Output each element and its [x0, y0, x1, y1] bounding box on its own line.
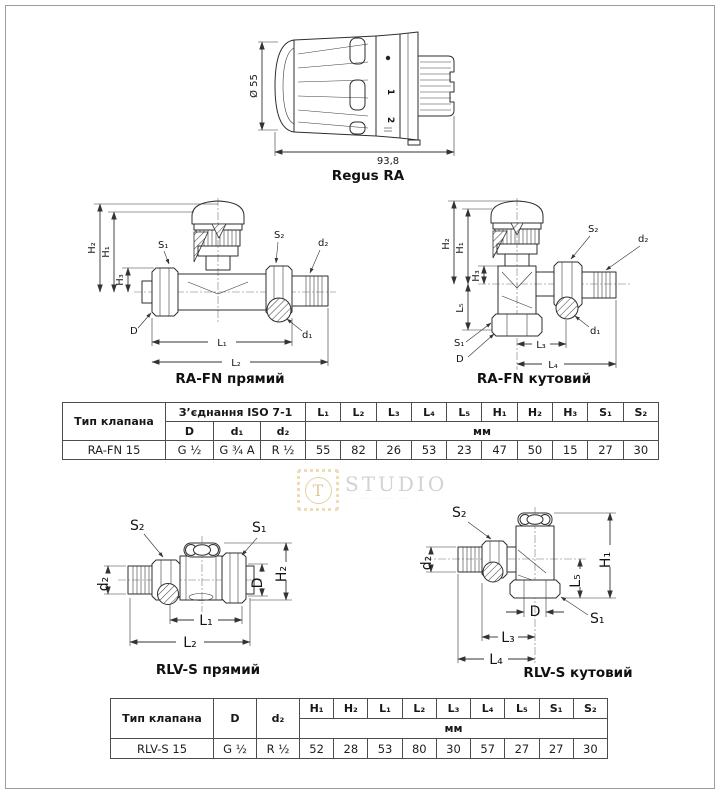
dim-label-l1: L₁ [217, 338, 227, 349]
t1-header-l4: L₄ [411, 403, 446, 422]
t1-cell-l5: 23 [447, 441, 482, 460]
dim-label-h3: H₃ [471, 270, 482, 282]
t1-header-l1: L₁ [306, 403, 341, 422]
watermark-subtext: · ·· ····· ····· ···· ·· [345, 496, 420, 502]
t2-header-type: Тип клапана [111, 699, 214, 739]
t1-unit-header: мм [306, 422, 659, 441]
dim-label-h2: H₂ [274, 565, 290, 583]
knurl-section-circle [158, 584, 179, 605]
dim-label-d2: d₂ [318, 238, 329, 249]
dim-label-h1: H₁ [455, 242, 466, 254]
t2-header-l5: L₅ [505, 699, 539, 719]
t1-header-l3: L₃ [376, 403, 411, 422]
t1-header-h1: H₁ [482, 403, 517, 422]
t2-cell-s2: 30 [573, 739, 607, 759]
ra-fn-straight-drawing [70, 196, 360, 394]
t1-header-s1: S₁ [588, 403, 623, 422]
t1-header-iso-group: З’єднання ISO 7-1 [166, 403, 306, 422]
t1-cell-h3: 15 [553, 441, 588, 460]
dim-label-h2: H₂ [87, 242, 98, 254]
t2-cell-d2: R ½ [257, 739, 300, 759]
valve-body [142, 266, 328, 322]
dim-label-h1: H₁ [598, 551, 614, 569]
t2-data-row [111, 739, 608, 759]
caption-regus-ra: Regus RA [331, 168, 405, 184]
dim-label-s2: S₂ [130, 518, 145, 534]
dim-label-d2: d₂ [96, 576, 112, 592]
t2-cell-type: RLV-S 15 [111, 739, 214, 759]
dim-label-d1: d₁ [590, 326, 601, 337]
dim-label-width: 93,8 [376, 156, 400, 167]
t1-cell-d: G ½ [166, 441, 214, 460]
dim-label-d2: d₂ [638, 234, 649, 245]
dim-label-s2: S₂ [274, 230, 285, 241]
t1-cell-h1: 47 [482, 441, 517, 460]
t1-cell-s1: 27 [588, 441, 623, 460]
t2-cell-s1: 27 [539, 739, 573, 759]
t2-header-h2: H₂ [334, 699, 368, 719]
knurl-section-circle [483, 562, 503, 582]
t1-header-l2: L₂ [341, 403, 376, 422]
t1-subheader-d1: d₁ [214, 422, 261, 441]
t1-data-row [63, 441, 659, 460]
t2-cell-l1: 53 [368, 739, 402, 759]
t2-cell-d: G ½ [214, 739, 257, 759]
dim-label-s1: S₁ [590, 611, 605, 627]
dim-label-h2: H₂ [441, 238, 452, 250]
caption-rlv-s-angle: RLV-S кутовий [523, 665, 633, 681]
dim-label-l2: L₂ [183, 635, 197, 651]
t2-header-l4: L₄ [471, 699, 505, 719]
t2-header-d: D [214, 699, 257, 739]
d1-section-circle [267, 298, 291, 322]
dim-label-l2: L₂ [231, 358, 241, 369]
dim-diameter [248, 42, 278, 130]
ra-fn-angle-drawing [432, 196, 700, 394]
t2-cell-l4: 57 [471, 739, 505, 759]
t2-header-l3: L₃ [436, 699, 470, 719]
dimensions [441, 201, 648, 371]
t1-header-h2: H₂ [517, 403, 552, 422]
t1-cell-s2: 30 [623, 441, 658, 460]
t1-cell-l3: 26 [376, 441, 411, 460]
rlv-s-straight-drawing [92, 498, 312, 688]
dim-label-l4: L₄ [548, 360, 558, 371]
caption-rlv-s-straight: RLV-S прямий [155, 662, 261, 678]
t2-header-h1: H₁ [300, 699, 334, 719]
dim-label-h1: H₁ [101, 246, 112, 258]
valve-body [128, 543, 254, 605]
rlv-s-angle-drawing [418, 495, 648, 690]
t2-header-s1: S₁ [539, 699, 573, 719]
t2-header-l2: L₂ [402, 699, 436, 719]
dim-label-d: D [130, 326, 138, 337]
watermark-name: STUDIO [345, 472, 448, 496]
t1-header-s2: S₂ [623, 403, 658, 422]
knurl-lines [420, 62, 451, 110]
dim-label-s1: S₁ [454, 338, 465, 349]
dim-label-s1: S₁ [158, 240, 169, 251]
t2-unit-header: мм [300, 719, 608, 739]
dim-label-s2: S₂ [588, 224, 599, 235]
t2-header-l1: L₁ [368, 699, 402, 719]
t1-cell-l1: 55 [306, 441, 341, 460]
t2-cell-l2: 80 [402, 739, 436, 759]
t1-cell-l4: 53 [411, 441, 446, 460]
dim-label-l5: L₅ [455, 303, 466, 313]
t1-header-h3: H₃ [553, 403, 588, 422]
ra-fn-dimensions-table [62, 402, 659, 460]
t2-cell-l3: 30 [436, 739, 470, 759]
dial-mark-2: 2 [385, 116, 395, 124]
t1-subheader-d2: d₂ [261, 422, 306, 441]
lockshield-cap [184, 543, 220, 557]
dim-label-l1: L₁ [199, 613, 213, 629]
t2-cell-h1: 52 [300, 739, 334, 759]
dim-label-diameter: Ø 55 [249, 74, 260, 98]
dim-label-d1: d₁ [302, 330, 313, 341]
caption-ra-fn-angle: RA-FN кутовий [476, 371, 592, 387]
t1-cell-d1: G ¾ A [214, 441, 261, 460]
valve-body [492, 262, 616, 336]
d1-section-circle [556, 297, 578, 319]
thermostat-head [275, 32, 454, 145]
dim-width [275, 116, 454, 167]
t1-cell-h2: 50 [517, 441, 552, 460]
dim-label-d: D [250, 577, 266, 589]
caption-ra-fn-straight: RA-FN прямий [175, 371, 285, 387]
dim-label-s2: S₂ [452, 505, 467, 521]
t1-cell-d2: R ½ [261, 441, 306, 460]
rlv-s-dimensions-table [110, 698, 608, 759]
regus-ra-head-drawing [250, 24, 470, 188]
t2-header-s2: S₂ [573, 699, 607, 719]
t2-cell-l5: 27 [505, 739, 539, 759]
t1-header-l5: L₅ [447, 403, 482, 422]
dim-label-h3: H₃ [115, 274, 126, 286]
dim-label-l5: L₅ [568, 574, 584, 588]
t2-cell-h2: 28 [334, 739, 368, 759]
t1-cell-l2: 82 [341, 441, 376, 460]
dim-label-d2: d₂ [419, 555, 435, 571]
dim-label-d: D [529, 604, 541, 620]
dial-dot [386, 56, 390, 60]
dial-mark-1: 1 [385, 88, 395, 96]
dim-label-d: D [456, 354, 464, 365]
dim-label-l3: L₃ [501, 630, 515, 646]
t1-header-type: Тип клапана [63, 403, 166, 441]
dim-label-s1: S₁ [252, 520, 267, 536]
dim-label-l3: L₃ [536, 340, 546, 351]
lockshield-cap [518, 513, 552, 526]
t1-subheader-d: D [166, 422, 214, 441]
dim-label-l4: L₄ [489, 652, 503, 668]
t2-header-d2: d₂ [257, 699, 300, 739]
t1-cell-type: RA-FN 15 [63, 441, 166, 460]
dimensions [96, 518, 292, 651]
watermark-letter: T [312, 480, 324, 500]
